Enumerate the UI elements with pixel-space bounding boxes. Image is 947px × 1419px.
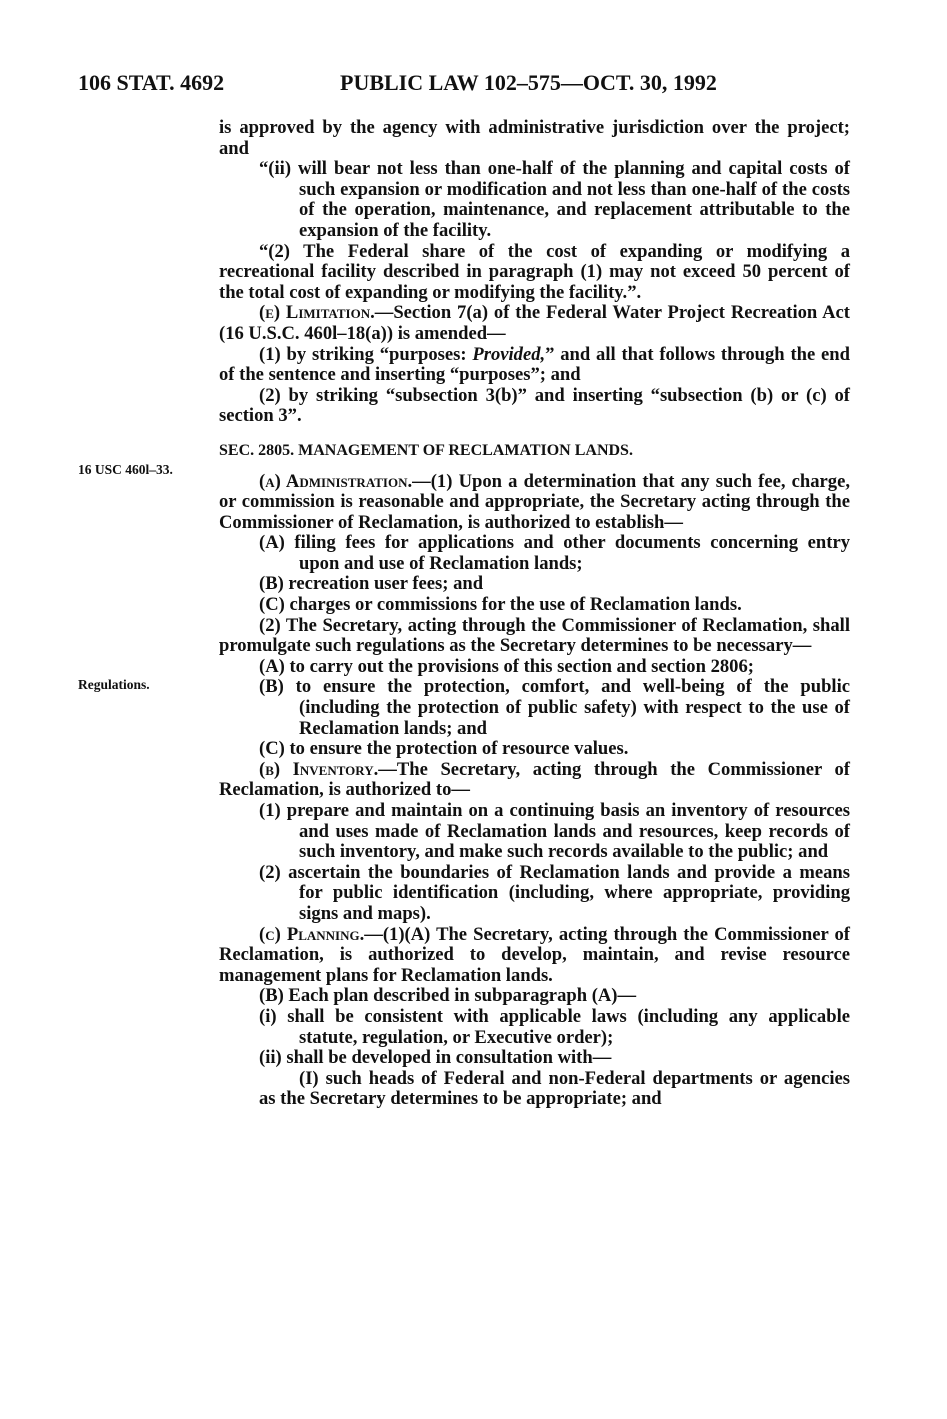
paragraph-a2: (2) The Secretary, acting through the Commissioner of Reclamation, shall promulgate such regulations as the Secretary determines to be necessary— <box>219 614 850 657</box>
subsection-e <box>219 303 850 344</box>
subsection-e-heading: (e) Limitation. <box>259 302 375 324</box>
clause-ii: “(ii) will bear not less than one-half of the planning and capital costs of such expansion or modification and not less than one-half of the costs of the operation, maintenance, and replacement attributable to the expansion of the facility. <box>259 158 850 241</box>
item-c-I: (I) such heads of Federal and non-Federal departments or agencies as the Secretary determines to be appropriate; and <box>259 1067 850 1110</box>
item-c-i: (i) shall be consistent with applicable laws (including any applicable statute, regulation, or Executive order); <box>259 1005 850 1048</box>
stat-page-number: 106 STAT. 4692 <box>78 70 225 95</box>
margin-note-usc: 16 USC 460l–33. <box>78 462 173 477</box>
paragraph-c-B: (B) Each plan described in subparagraph (A)— <box>259 985 637 1007</box>
paragraph-continued: is approved by the agency with administrative jurisdiction over the project; and <box>219 117 850 159</box>
item-a1-C: (C) charges or commissions for the use of Reclamation lands. <box>259 594 742 616</box>
margin-note-regulations: Regulations. <box>78 677 150 692</box>
subsection-c-heading: (c) Planning. <box>259 923 365 945</box>
amendment-2: (2) by striking “subsection 3(b)” and inserting “subsection (b) or (c) of section 3”. <box>219 384 850 427</box>
amendment-1-italic: Provided, <box>472 343 546 365</box>
subsection-b-heading: (b) Inventory. <box>259 758 379 780</box>
subsection-c <box>219 925 850 987</box>
amendment-1-part-a: (1) by striking “purposes: <box>259 343 473 365</box>
subsection-e-text: —Section 7(a) of the Federal Water Project Recreation Act (16 U.S.C. 460l–18(a)) is amended— <box>219 302 850 344</box>
subsection-b-text: —The Secretary, acting through the Commissioner of Reclamation, is authorized to— <box>219 758 850 801</box>
public-law-citation: PUBLIC LAW 102–575—OCT. 30, 1992 <box>340 70 717 95</box>
item-a1-A: (A) filing fees for applications and other documents concerning entry upon and use of Reclamation lands; <box>259 532 850 574</box>
subsection-b <box>219 760 850 801</box>
amendment-1 <box>179 345 850 386</box>
item-a2-B: (B) to ensure the protection, comfort, and well-being of the public (including the protection of public safety) with respect to the use of Reclamation lands; and <box>259 676 850 739</box>
subsection-c-text: —(1)(A) The Secretary, acting through the Commissioner of Reclamation, is authorized to develop, maintain, and revise resource management plans for Reclamation lands. <box>219 923 850 986</box>
item-b1: (1) prepare and maintain on a continuing basis an inventory of resources and uses made of Reclamation lands and resources, keep records of such inventory, and make such records available to the public; and <box>259 800 850 863</box>
item-b2: (2) ascertain the boundaries of Reclamation lands and provide a means for public identification (including, where appropriate, providing signs and maps). <box>259 861 850 924</box>
statute-text <box>219 118 850 1110</box>
subsection-a <box>219 472 850 534</box>
subsection-a-heading: (a) Administration. <box>259 470 413 492</box>
item-a2-C: (C) to ensure the protection of resource values. <box>259 738 629 760</box>
amendment-1-part-b: ” and all that follows through the end of the sentence and inserting “purposes”; and <box>219 343 850 386</box>
paragraph-federal-share: “(2) The Federal share of the cost of expanding or modifying a recreational facility described in paragraph (1) may not exceed 50 percent of the total cost of expanding or modifying the facility.”. <box>219 240 850 303</box>
item-c-ii: (ii) shall be developed in consultation with— <box>259 1047 612 1069</box>
item-a2-A: (A) to carry out the provisions of this section and section 2806; <box>259 655 754 677</box>
section-title: SEC. 2805. MANAGEMENT OF RECLAMATION LANDS. <box>219 441 633 459</box>
subsection-a-text: —(1) Upon a determination that any such fee, charge, or commission is reasonable and appropriate, the Secretary acting through the Commissioner of Reclamation, is authorized to establish— <box>219 470 851 533</box>
item-a1-B: (B) recreation user fees; and <box>259 573 484 595</box>
